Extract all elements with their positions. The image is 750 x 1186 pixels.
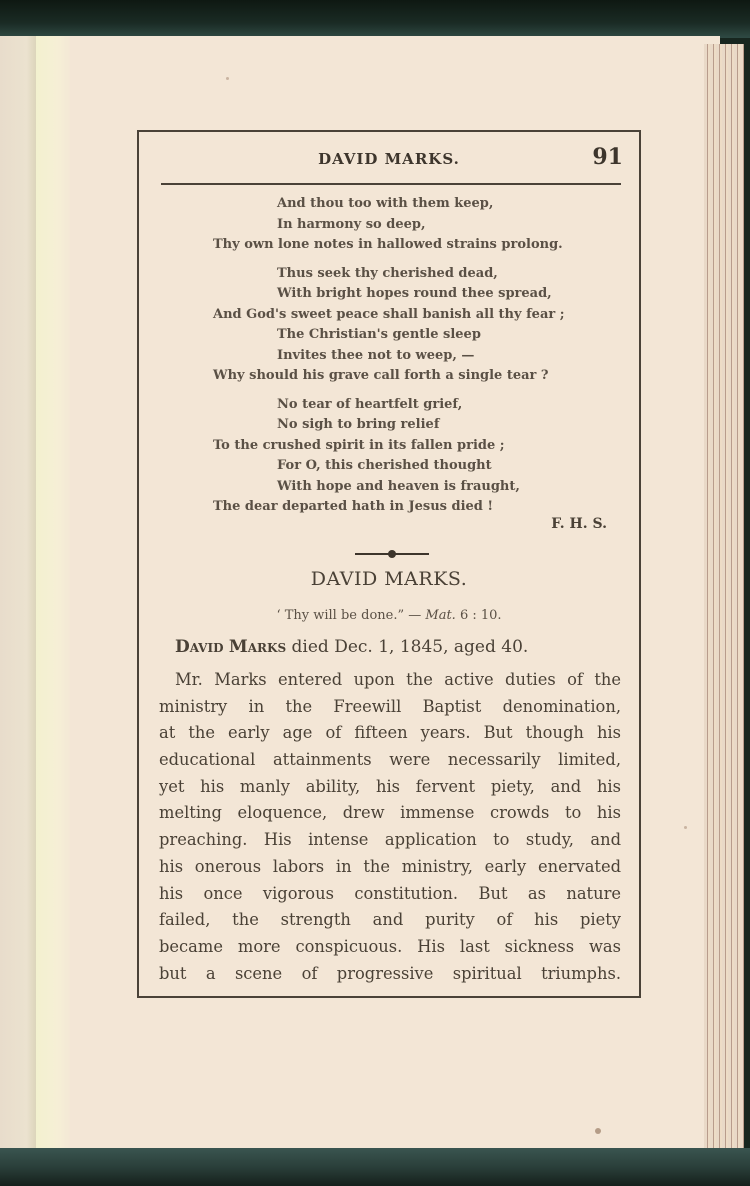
running-head [139, 144, 639, 174]
body-line: melting eloquence, drew immense crowds to his [159, 803, 621, 823]
poem-line: Why should his grave call forth a single tear ? [213, 368, 549, 383]
epigraph-citation: Mat. [425, 608, 456, 623]
body-line: educational attainments were necessarily limited, [159, 750, 621, 770]
epigraph [139, 608, 639, 623]
epigraph-reference: 6 : 10. [455, 608, 502, 623]
poem-line: Thus seek thy cherished dead, [277, 265, 498, 281]
body-paragraph [159, 667, 621, 987]
paper-spot [226, 77, 229, 80]
poem [139, 194, 639, 526]
page-block-edges [704, 44, 744, 1156]
page-number: 91 [592, 144, 623, 170]
body-line: became more conspicuous. His last sickness was [159, 936, 621, 956]
book-cover-bottom [0, 1148, 750, 1186]
poem-line: No sigh to bring relief [277, 417, 440, 432]
body-line: but a scene of progressive spiritual triumphs. [159, 963, 621, 983]
facing-page-edge [0, 36, 38, 1152]
divider-dot-icon [388, 550, 396, 558]
body-line: failed, the strength and purity of his piety [159, 910, 621, 930]
poem-line: With bright hopes round thee spread, [277, 286, 552, 301]
poem-line: Invites thee not to weep, — [277, 347, 475, 363]
paper-spot [595, 1128, 601, 1134]
poem-stanza [139, 264, 639, 387]
body-line: his once vigorous constitution. But as nature [159, 883, 621, 903]
epigraph-quote: ‘ Thy will be done.” — [276, 608, 426, 623]
body-line: yet his manly ability, his fervent piety, and his [159, 776, 621, 796]
poem-line: In harmony so deep, [277, 216, 426, 232]
poem-line: For O, this cherished thought [277, 458, 492, 473]
header-rule [161, 183, 621, 185]
section-title: DAVID MARKS. [310, 568, 468, 590]
section-divider-ornament [355, 550, 429, 558]
poem-line: The dear departed hath in Jesus died ! [213, 499, 494, 514]
body-line: ministry in the Freewill Baptist denomination, [159, 696, 621, 716]
poem-line: And God's sweet peace shall banish all thy fear ; [213, 306, 565, 322]
poem-line: With hope and heaven is fraught, [277, 478, 520, 494]
poem-line: And thou too with them keep, [277, 196, 494, 211]
poem-signature: F. H. S. [551, 516, 607, 532]
text-frame [137, 130, 641, 998]
body-line: preaching. His intense application to study, and [159, 830, 621, 850]
poem-stanza [139, 194, 639, 256]
poem-line: No tear of heartfelt grief, [277, 396, 463, 412]
running-title: DAVID MARKS. [318, 150, 460, 168]
poem-line: Thy own lone notes in hallowed strains prolong. [213, 237, 563, 252]
poem-line: To the crushed spirit in its fallen pride ; [213, 437, 505, 453]
lead-name-first: David [175, 637, 224, 657]
paper-spot [684, 826, 687, 829]
body-line: at the early age of fifteen years. But though his [159, 723, 621, 743]
page-gutter [36, 36, 72, 1152]
lead-line [175, 637, 528, 657]
poem-line: The Christian's gentle sleep [277, 327, 481, 342]
lead-rest: died Dec. 1, 1845, aged 40. [286, 637, 529, 657]
body-line: Mr. Marks entered upon the active duties of the [175, 670, 621, 689]
book-cover-top [0, 0, 750, 38]
poem-stanza [139, 395, 639, 518]
body-line: his onerous labors in the ministry, early enervated [159, 856, 621, 876]
lead-name-last: Marks [228, 637, 287, 657]
